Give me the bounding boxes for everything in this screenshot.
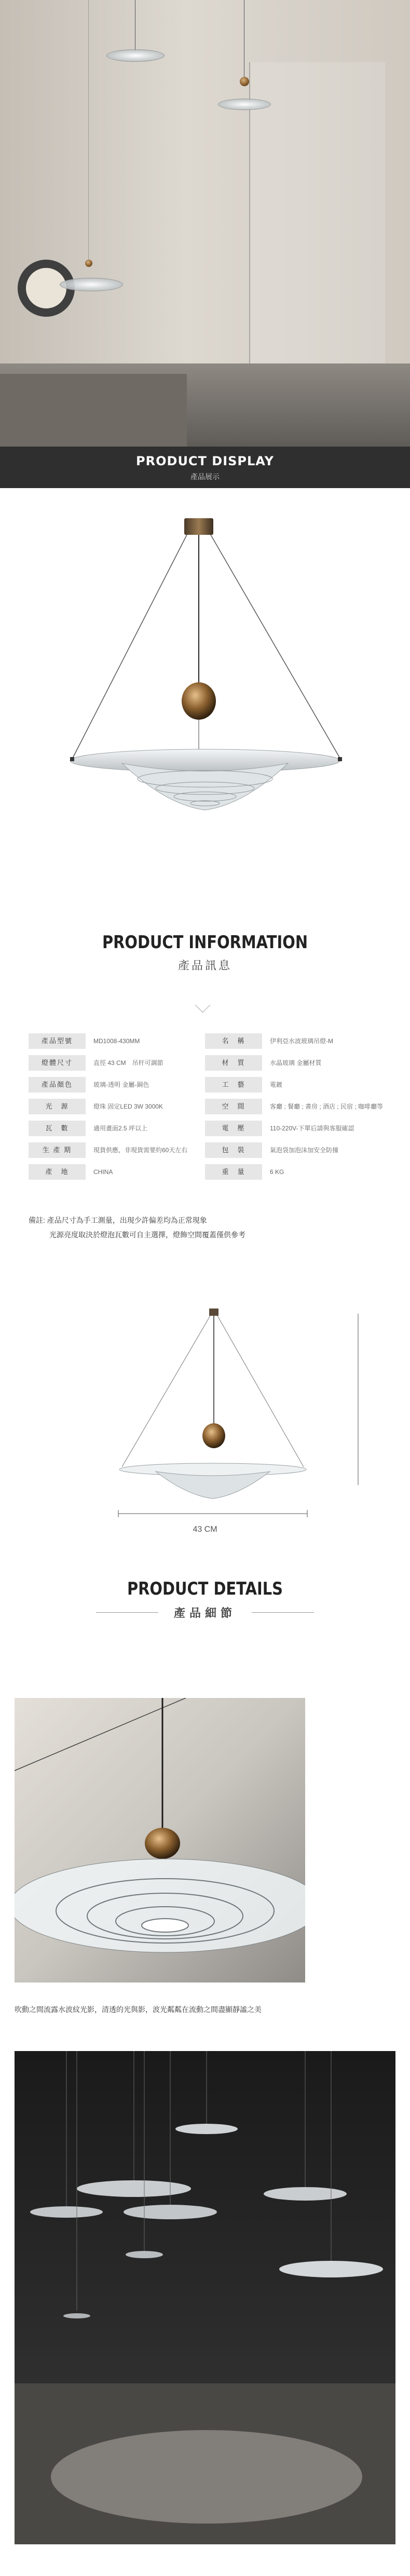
brass-bulb — [145, 1828, 180, 1859]
glass-disc — [30, 2206, 103, 2218]
hero-pendant-disc — [106, 49, 165, 62]
glass-disc — [264, 2187, 347, 2201]
spec-value: 水晶玻璃 金屬材質 — [270, 1059, 322, 1067]
spec-value: 6 KG — [270, 1168, 284, 1176]
glass-disc — [175, 2124, 238, 2134]
product-display-subtitle: 產品展示 — [190, 473, 220, 481]
spec-label: 產品顏色 — [29, 1077, 86, 1093]
spec-row — [29, 1121, 381, 1139]
spec-value: 適用畫面2.5 坪以上 — [93, 1125, 148, 1132]
spec-label: 包 裝 — [205, 1142, 262, 1158]
product-information-subtitle: 產品訊息 — [177, 959, 232, 972]
width-dimension-label: 43 CM — [193, 1525, 217, 1534]
spec-label: 名 稱 — [205, 1033, 262, 1049]
dimension-drawing — [0, 1309, 410, 1527]
canopy — [184, 518, 213, 535]
spec-row — [29, 1099, 384, 1117]
spec-label: 燈體尺寸 — [29, 1055, 86, 1071]
glass-disc — [279, 2261, 383, 2277]
scene-light-pool — [51, 2430, 362, 2524]
suspension-cable — [73, 535, 187, 758]
glass-disc — [63, 2313, 90, 2318]
glass-disc — [126, 2251, 163, 2258]
canopy — [209, 1309, 218, 1316]
hero-photo — [0, 0, 410, 447]
dimension-lamp-illustration — [0, 1309, 410, 1527]
spec-value: CHINA — [93, 1168, 113, 1176]
spec-row — [29, 1142, 381, 1161]
suspension-cable — [15, 1698, 186, 1771]
spec-value: 電鍍 — [270, 1081, 283, 1088]
spec-label: 光 源 — [29, 1099, 86, 1114]
spec-label: 產 地 — [29, 1164, 86, 1180]
glass-disc — [124, 2205, 217, 2219]
spec-value: 玻璃-透明 金屬-銅色 — [93, 1081, 149, 1088]
spec-value: 氣泡袋加泡沫加安全防撞 — [270, 1147, 339, 1154]
spec-value: 110-220V-下單后請與客服確認 — [270, 1125, 354, 1132]
suspension-cable — [217, 1316, 304, 1467]
glass-disc — [70, 749, 340, 772]
spec-value: MD1008-430MM — [93, 1037, 140, 1045]
detail-photo-glass — [15, 1698, 305, 1982]
spec-row — [29, 1164, 381, 1183]
glass-ripple-cone — [156, 1472, 270, 1499]
spec-value: 燈珠 固定LED 3W 3000K — [93, 1103, 163, 1110]
spec-label: 工 藝 — [205, 1077, 262, 1093]
hero-pendant-disc — [218, 99, 271, 110]
chevron-down-icon — [195, 997, 211, 1013]
brass-bulb — [202, 1423, 225, 1448]
detail-glass-illustration — [15, 1698, 305, 1982]
product-display-title: PRODUCT DISPLAY — [136, 454, 274, 468]
spec-label: 瓦 數 — [29, 1121, 86, 1136]
brass-bulb — [182, 682, 216, 720]
pendant-lamp-illustration — [0, 488, 410, 935]
cable-clip — [338, 757, 342, 761]
note-line-1: 備註: 產品尺寸為手工測量，出現少許偏差均為正常現象 — [29, 1216, 207, 1224]
glass-disc — [119, 1463, 306, 1476]
hero-stone-block — [0, 374, 187, 447]
spec-label: 生 產 期 — [29, 1142, 86, 1158]
ripple-ring — [142, 1919, 188, 1932]
detail-photo-scene — [15, 2051, 395, 2544]
spec-value: 直徑 43 CM 吊杆可調節 — [93, 1059, 163, 1067]
glass-disc — [77, 2180, 191, 2197]
product-main-photo — [0, 488, 410, 935]
detail-caption: 吹動之間流露水波紋光影，清透的光與影，波光粼粼在流動之間盡顯靜謐之美 — [15, 2005, 262, 2014]
spec-label: 重 量 — [205, 1164, 262, 1180]
cable-clip — [70, 757, 74, 761]
product-details-subtitle: 產品細節 — [173, 1607, 236, 1620]
hero-pendant-bulb — [240, 77, 249, 86]
spec-label: 材 質 — [205, 1055, 262, 1071]
spec-row — [29, 1077, 381, 1096]
suspension-cable — [211, 535, 340, 758]
detail-scene-illustration — [15, 2051, 395, 2544]
spec-row — [29, 1033, 381, 1052]
spec-label: 產品型號 — [29, 1033, 86, 1049]
spec-row — [29, 1055, 381, 1074]
hero-pendant-bulb — [85, 260, 92, 267]
product-display-header — [0, 447, 410, 488]
product-details-title: PRODUCT DETAILS — [127, 1579, 283, 1599]
hero-pendant-disc — [60, 278, 123, 291]
spec-label: 空 間 — [205, 1099, 262, 1114]
spec-value: 客廳 ; 餐廳 ; 書房 ; 酒店 ; 民宿 ; 咖啡廳等 — [270, 1103, 384, 1110]
note-line-2: 光源亮度取決於燈泡瓦數可自主選擇，燈飾空間覆蓋僅供參考 — [49, 1231, 245, 1239]
spec-value: 伊利亞水波玻璃吊燈-M — [270, 1037, 333, 1045]
hero-wire — [88, 0, 89, 260]
product-information-title: PRODUCT INFORMATION — [102, 932, 308, 953]
spec-value: 現貨供應，非現貨需要約60天左右 — [93, 1147, 188, 1154]
suspension-cable — [122, 1316, 210, 1467]
spec-label: 電 壓 — [205, 1121, 262, 1136]
hero-glass-partition — [249, 62, 385, 384]
